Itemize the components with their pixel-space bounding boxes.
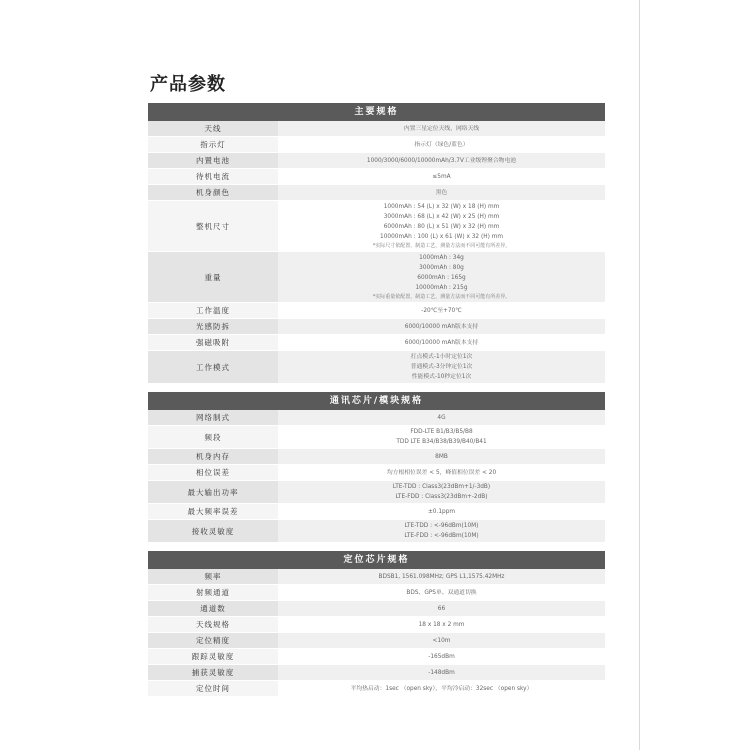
spec-label: 捕获灵敏度 — [148, 665, 278, 680]
spec-value-line: 性能模式-10秒定位1次 — [411, 374, 472, 380]
spec-row — [148, 185, 605, 201]
spec-value-line: 18 x 18 x 2 mm — [418, 621, 465, 628]
spec-label: 待机电流 — [148, 169, 278, 184]
spec-value-line: 66 — [437, 605, 446, 612]
page-title: 产品参数 — [150, 74, 226, 95]
spec-value — [278, 649, 605, 664]
spec-row — [148, 121, 605, 137]
spec-value — [278, 153, 605, 168]
spec-label: 接收灵敏度 — [148, 520, 278, 542]
spec-value — [278, 335, 605, 350]
spec-value — [278, 201, 605, 251]
section-header: 主要规格 — [148, 103, 605, 121]
spec-value-line: 8MB — [435, 453, 448, 460]
spec-row — [148, 201, 605, 252]
spec-row — [148, 649, 605, 665]
spec-value-line: 3000mAh : 80g — [419, 265, 464, 271]
spec-label: 重量 — [148, 252, 278, 302]
spec-label: 最大频率误差 — [148, 504, 278, 519]
spec-row — [148, 633, 605, 649]
spec-value — [278, 569, 605, 584]
spec-value-line: LTE-TDD : Class3(23dBm+1/-3dB) — [392, 484, 491, 490]
spec-label: 频段 — [148, 426, 278, 448]
spec-value-line: ±0.1ppm — [427, 508, 456, 515]
spec-label: 定位时间 — [148, 681, 278, 696]
spec-value-line: -20℃至+70℃ — [421, 307, 462, 314]
section-header: 通讯芯片/模块规格 — [148, 392, 605, 410]
spec-value — [278, 504, 605, 519]
spec-value — [278, 185, 605, 200]
spec-label: 天线规格 — [148, 617, 278, 632]
spec-value — [278, 252, 605, 302]
spec-value-line: 打点模式-1小时定位1次 — [410, 354, 473, 360]
spec-row — [148, 681, 605, 697]
spec-row — [148, 585, 605, 601]
spec-value — [278, 137, 605, 152]
spec-value-line: 指示灯（绿色/蓝色） — [414, 141, 469, 148]
spec-label: 机身内存 — [148, 449, 278, 464]
spec-section — [148, 551, 605, 697]
spec-label: 光感防拆 — [148, 319, 278, 334]
spec-value-line: <10m — [432, 637, 451, 644]
spec-value — [278, 351, 605, 383]
spec-note: *实际重量依配置，制造工艺，测量方法而不同可能有所差异。 — [372, 294, 511, 300]
spec-value-line: 1000mAh : 54 (L) x 32 (W) x 18 (H) mm — [383, 204, 500, 210]
spec-value — [278, 665, 605, 680]
spec-value — [278, 601, 605, 616]
spec-value — [278, 303, 605, 318]
spec-value-line: -165dBm — [428, 653, 455, 660]
spec-row — [148, 504, 605, 520]
spec-label: 射频通道 — [148, 585, 278, 600]
spec-value — [278, 633, 605, 648]
spec-row — [148, 665, 605, 681]
spec-value-line: 1000/3000/6000/10000mAh/3.7V工业级锂聚合物电池 — [366, 157, 517, 164]
spec-row — [148, 569, 605, 585]
spec-value — [278, 169, 605, 184]
spec-row — [148, 617, 605, 633]
spec-value — [278, 481, 605, 503]
spec-value-line: 内置三星定位天线，网络天线 — [403, 125, 480, 132]
spec-section — [148, 103, 605, 384]
spec-label: 最大输出功率 — [148, 481, 278, 503]
spec-label: 工作温度 — [148, 303, 278, 318]
spec-label: 内置电池 — [148, 153, 278, 168]
spec-row — [148, 449, 605, 465]
spec-value-line: 1000mAh : 34g — [419, 255, 464, 261]
spec-value-line: -148dBm — [428, 669, 455, 676]
spec-value-line: 普通模式-3分钟定位1次 — [410, 364, 473, 370]
spec-value — [278, 121, 605, 136]
spec-value-line: FDD-LTE B1/B3/B5/B8 — [410, 429, 473, 435]
spec-value — [278, 681, 605, 696]
spec-label: 频率 — [148, 569, 278, 584]
spec-value — [278, 585, 605, 600]
spec-label: 相位误差 — [148, 465, 278, 480]
spec-value-line: 3000mAh : 68 (L) x 42 (W) x 25 (H) mm — [383, 214, 500, 220]
spec-value-line: BDS、GPS单、双通道切换 — [406, 589, 477, 596]
section-header: 定位芯片规格 — [148, 551, 605, 569]
spec-row — [148, 520, 605, 543]
spec-value — [278, 319, 605, 334]
spec-row — [148, 137, 605, 153]
spec-value-line: 10000mAh : 100 (L) x 61 (W) x 32 (H) mm — [380, 234, 503, 240]
spec-row — [148, 252, 605, 303]
spec-row — [148, 465, 605, 481]
spec-label: 跟踪灵敏度 — [148, 649, 278, 664]
spec-value-line: LTE-TDD : <-96dBm(10M) — [404, 523, 479, 529]
spec-label: 强磁吸附 — [148, 335, 278, 350]
spec-value-line: 10000mAh : 215g — [415, 285, 468, 291]
spec-row — [148, 303, 605, 319]
spec-value-line: LTE-FDD : Class3(23dBm+-2dB) — [395, 494, 488, 500]
spec-value-line: 6000mAh : 165g — [417, 275, 466, 281]
spec-value — [278, 520, 605, 542]
spec-label: 机身颜色 — [148, 185, 278, 200]
spec-row — [148, 153, 605, 169]
spec-value-line: 均方根相位误差 < 5，峰值相位误差 < 20 — [386, 469, 497, 476]
spec-value-line: 平均热启动：1sec （open sky），平均冷启动：32sec （open sky） — [350, 685, 533, 692]
spec-value — [278, 426, 605, 448]
spec-value — [278, 617, 605, 632]
spec-value-line: 6000/10000 mAh版本支持 — [404, 339, 479, 346]
spec-value-line: ≤5mA — [432, 173, 451, 180]
spec-note: *实际尺寸依配置，制造工艺，测量方法而不同可能有所差异。 — [372, 243, 511, 249]
spec-row — [148, 319, 605, 335]
spec-label: 天线 — [148, 121, 278, 136]
spec-row — [148, 481, 605, 504]
spec-label: 通道数 — [148, 601, 278, 616]
spec-value — [278, 449, 605, 464]
spec-row — [148, 169, 605, 185]
spec-row — [148, 335, 605, 351]
spec-label: 网络制式 — [148, 410, 278, 425]
spec-value-line: 4G — [437, 414, 446, 421]
spec-value-line: 黑色 — [435, 189, 448, 196]
spec-table — [148, 103, 605, 697]
spec-label: 整机尺寸 — [148, 201, 278, 251]
spec-value-line: LTE-FDD : <-96dBm(10M) — [404, 533, 479, 539]
spec-row — [148, 601, 605, 617]
spec-row — [148, 426, 605, 449]
spec-section — [148, 392, 605, 543]
spec-value-line: 6000mAh : 80 (L) x 51 (W) x 32 (H) mm — [383, 224, 500, 230]
spec-row — [148, 351, 605, 384]
spec-row — [148, 410, 605, 426]
spec-label: 指示灯 — [148, 137, 278, 152]
spec-value — [278, 410, 605, 425]
spec-label: 定位精度 — [148, 633, 278, 648]
spec-value-line: TDD LTE B34/B38/B39/B40/B41 — [396, 439, 487, 445]
spec-label: 工作模式 — [148, 351, 278, 383]
spec-value-line: BDSB1, 1561.098MHz; GPS L1,1575.42MHz — [378, 573, 505, 580]
spec-value-line: 6000/10000 mAh版本支持 — [404, 323, 479, 330]
spec-value — [278, 465, 605, 480]
